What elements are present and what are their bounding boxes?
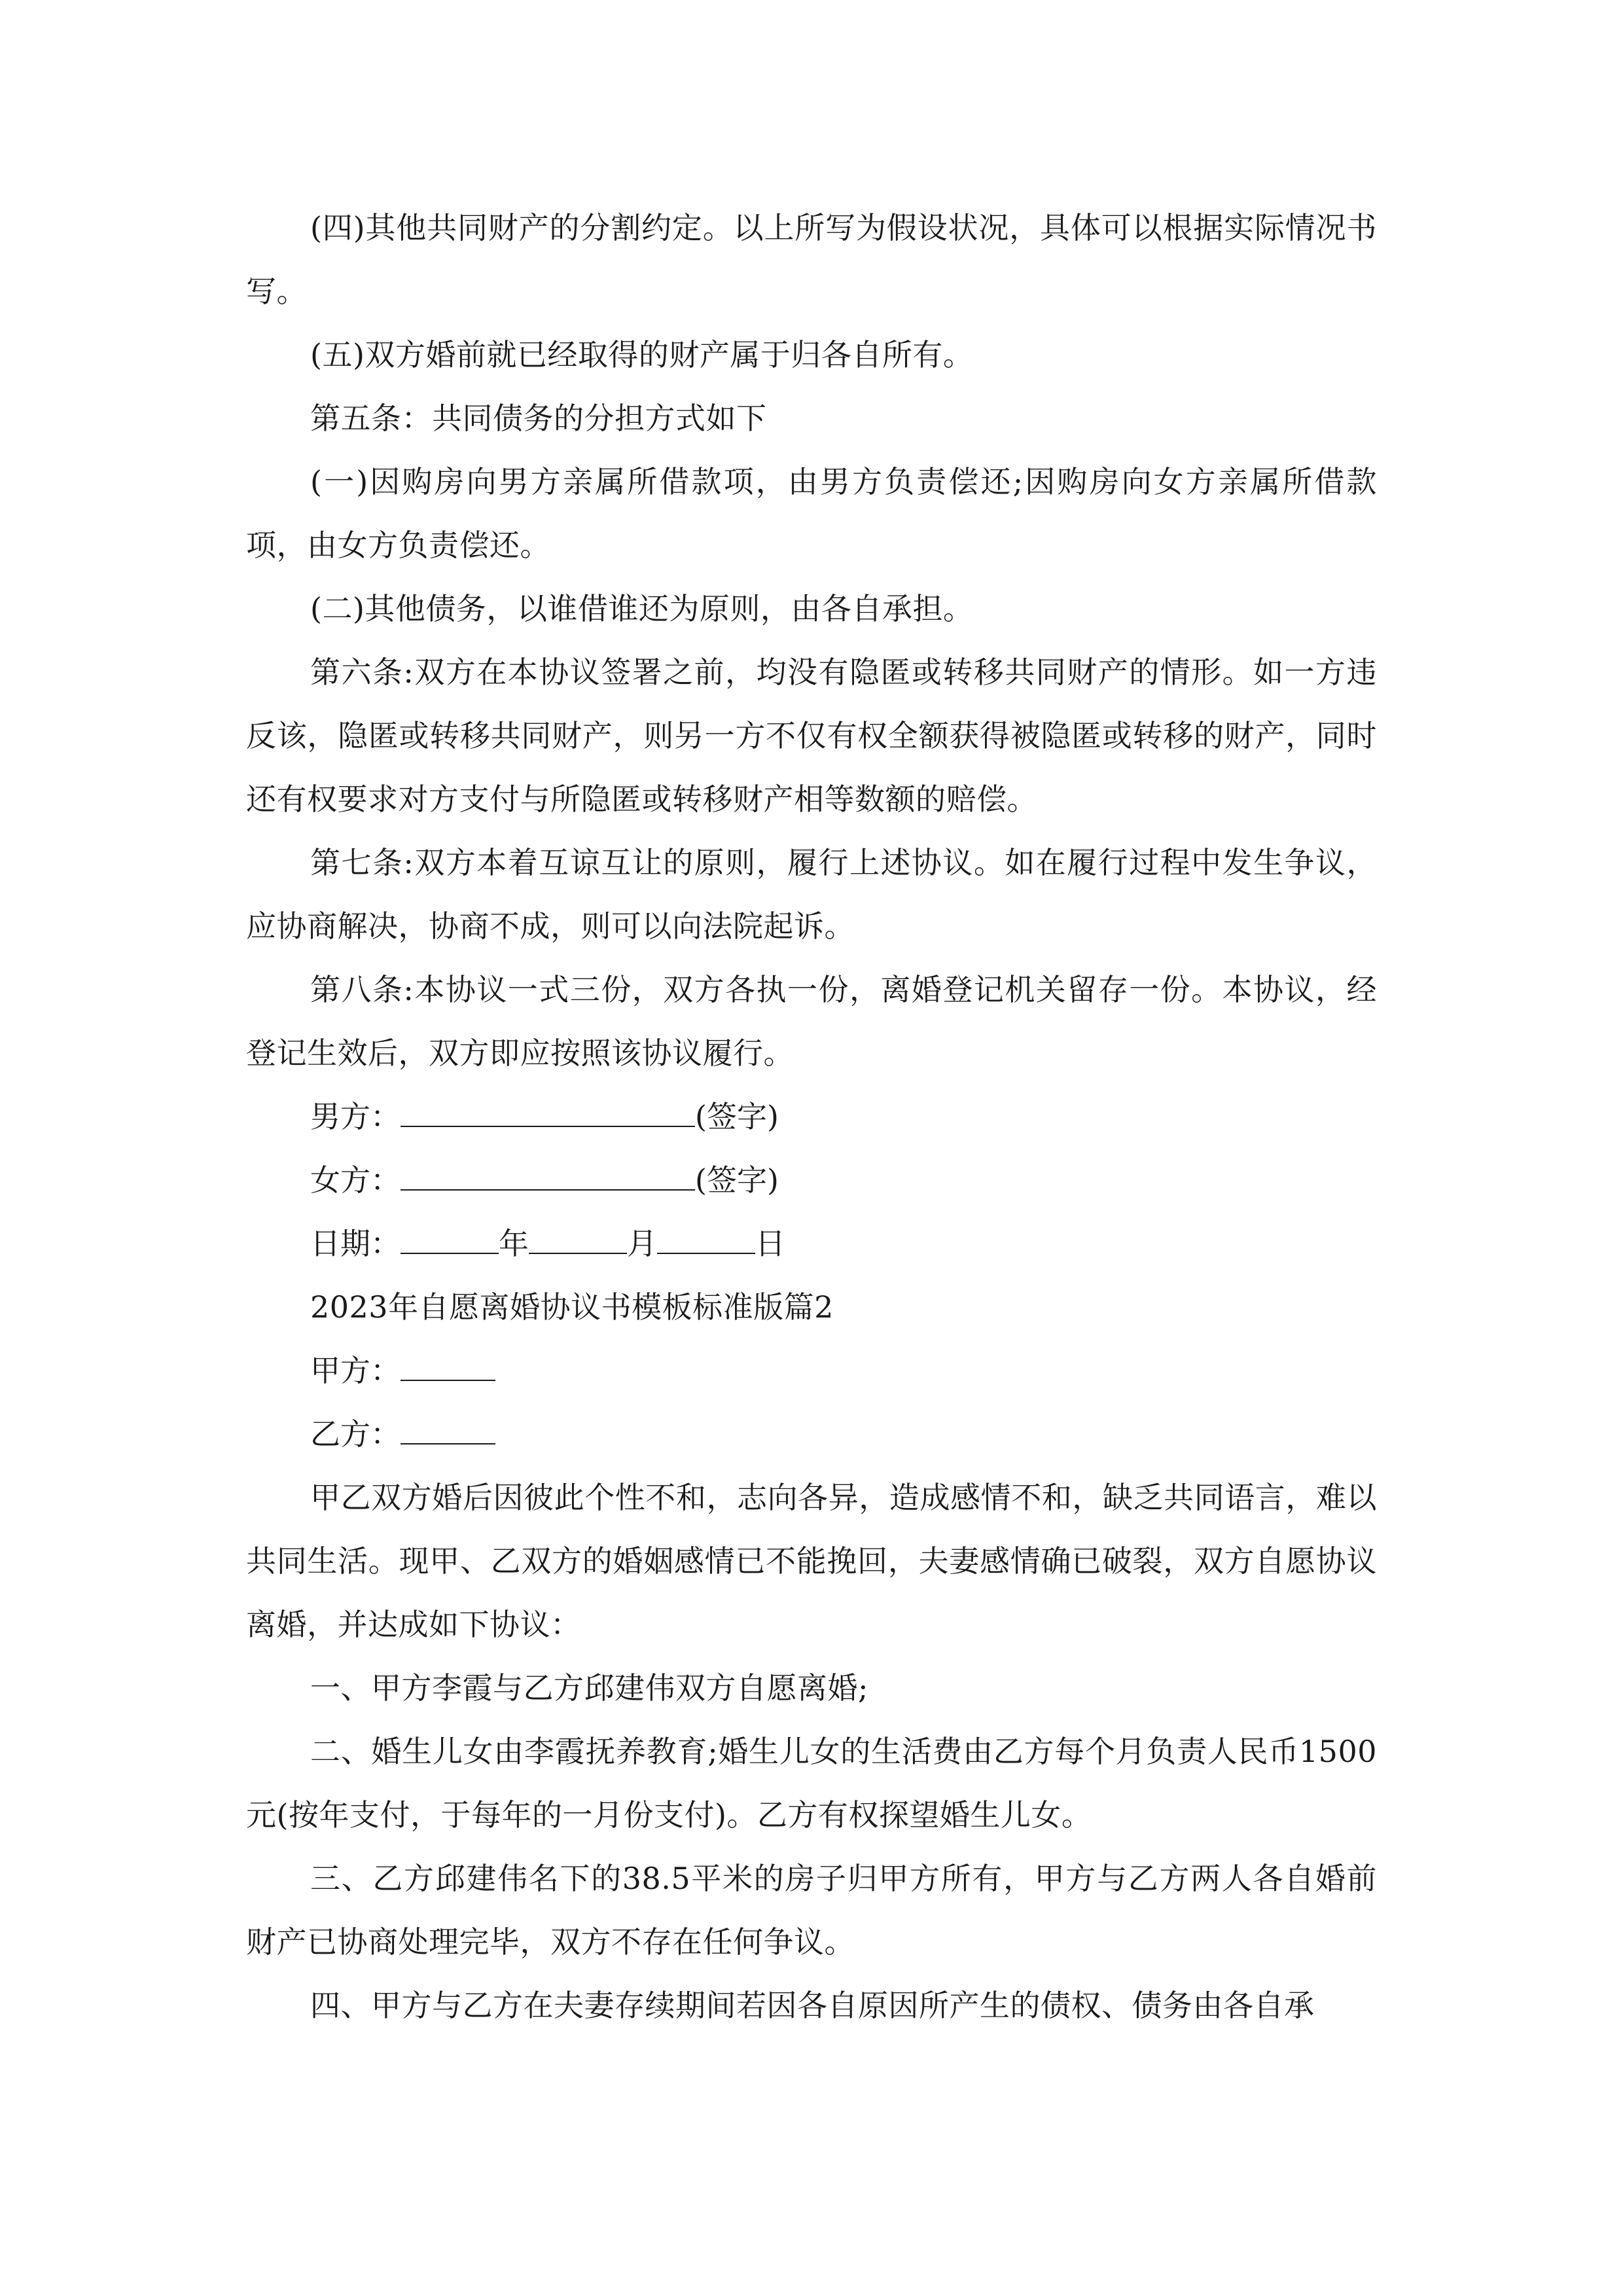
section-title: 2023年自愿离婚协议书模板标准版篇2: [310, 1289, 834, 1325]
male-label: 男方：: [310, 1099, 401, 1134]
article-heading: 第五条：共同债务的分担方式如下: [310, 401, 767, 436]
paragraph: 第七条:双方本着互谅互让的原则，履行上述协议。如在履行过程中发生争议，应协商解决，协商不成，则可以向法院起诉。: [246, 845, 1377, 944]
month-label: 月: [627, 1226, 657, 1261]
paragraph: 第六条:双方在本协议签署之前，均没有隐匿或转移共同财产的情形。如一方违反该，隐匿或转移共同财产，则另一方不仅有权全额获得被隐匿或转移的财产，同时还有权要求对方支付与所隐匿或转移财产相等数额的赔偿。: [246, 655, 1377, 817]
female-label: 女方：: [310, 1162, 401, 1198]
female-sign-suffix: (签字): [695, 1162, 779, 1198]
clause: 一、甲方李霞与乙方邱建伟双方自愿离婚;: [310, 1670, 868, 1706]
paragraph: (五)双方婚前就已经取得的财产属于归各自所有。: [310, 337, 974, 372]
paragraph: (二)其他债务，以谁借谁还为原则，由各自承担。: [310, 591, 974, 626]
day-blank: [657, 1228, 755, 1254]
paragraph: 第八条:本协议一式三份，双方各执一份，离婚登记机关留存一份。本协议，经登记生效后，双方即应按照该协议履行。: [246, 972, 1377, 1071]
party-a-line: [246, 1339, 1377, 1403]
clause: 三、乙方邱建伟名下的38.5平米的房子归甲方所有，甲方与乙方两人各自婚前财产已协商处理完毕，双方不存在任何争议。: [246, 1861, 1377, 1960]
paragraph: (一)因购房向男方亲属所借款项，由男方负责偿还;因购房向女方亲属所借款项，由女方负责偿还。: [246, 464, 1377, 563]
paragraph: (四)其他共同财产的分割约定。以上所写为假设状况，具体可以根据实际情况书写。: [246, 210, 1377, 309]
month-blank: [529, 1228, 627, 1254]
date-label: 日期：: [310, 1226, 401, 1261]
year-label: 年: [499, 1226, 529, 1261]
year-blank: [401, 1228, 499, 1254]
party-a-blank: [401, 1355, 495, 1381]
paragraph: 甲乙双方婚后因彼此个性不和，志向各异，造成感情不和，缺乏共同语言，难以共同生活。现甲、乙双方的婚姻感情已不能挽回，夫妻感情确已破裂，双方自愿协议离婚，并达成如下协议：: [246, 1480, 1377, 1642]
document-page: [246, 196, 1377, 2037]
date-line: [246, 1212, 1377, 1276]
party-b-line: [246, 1403, 1377, 1466]
female-signature-line: [246, 1149, 1377, 1212]
party-b-label: 乙方：: [310, 1416, 401, 1452]
party-a-label: 甲方：: [310, 1353, 401, 1388]
party-b-blank: [401, 1418, 495, 1444]
female-signature-blank: [401, 1164, 695, 1191]
male-signature-blank: [401, 1101, 695, 1127]
male-signature-line: [246, 1085, 1377, 1149]
male-sign-suffix: (签字): [695, 1099, 779, 1134]
day-label: 日: [755, 1226, 785, 1261]
clause: 四、甲方与乙方在夫妻存续期间若因各自原因所产生的债权、债务由各自承: [310, 1988, 1315, 2023]
clause: 二、婚生儿女由李霞抚养教育;婚生儿女的生活费由乙方每个月负责人民币1500元(按年支付，于每年的一月份支付)。乙方有权探望婚生儿女。: [246, 1734, 1377, 1833]
